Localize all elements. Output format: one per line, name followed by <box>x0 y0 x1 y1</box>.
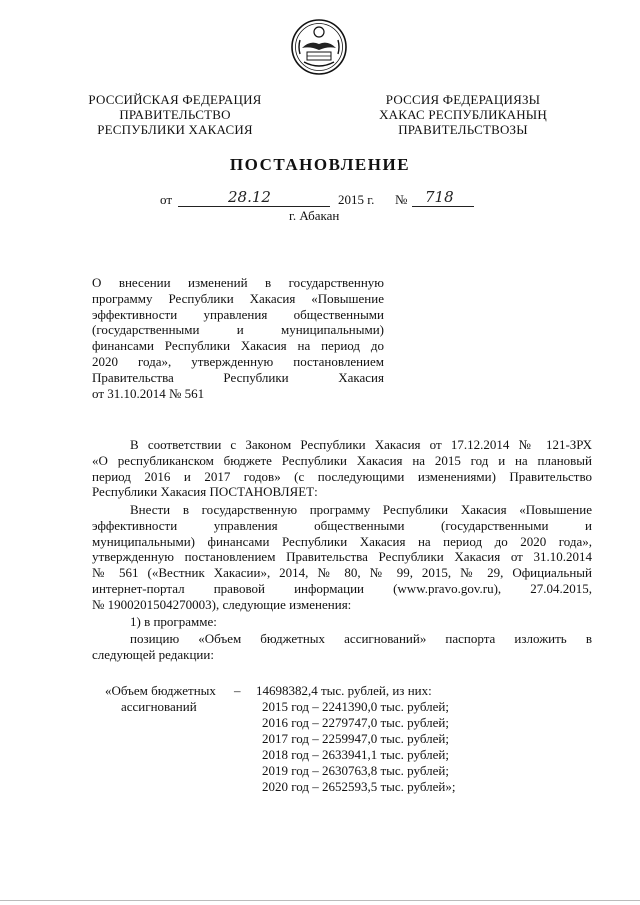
table-dash: – <box>234 683 241 698</box>
body-line: следующей редакции: <box>92 646 214 662</box>
body-line: позицию «Объем бюджетных ассигнований» паспорта изложить в <box>130 631 592 646</box>
subject-line: финансами Республики Хакасия на период до <box>92 338 384 354</box>
body-line: период 2016 и 2017 годов» (с последующими изменениями) Правительство <box>92 468 592 484</box>
body-line: интернет-портал правовой информации (www.pravo.gov.ru), 27.04.2015, <box>92 580 592 596</box>
item-position <box>92 631 592 663</box>
body-paragraph-1 <box>92 437 592 500</box>
date-year: 2015 г. <box>338 192 375 207</box>
header-right-line: РОССИЯ ФЕДЕРАЦИЯЗЫ <box>385 92 541 107</box>
subject-line: 2020 года», утвержденную постановлением <box>92 353 384 369</box>
body-paragraph-2 <box>92 502 592 613</box>
table-value-row: 14698382,4 тыс. рублей, из них: <box>256 683 432 698</box>
header-right-line: ХАКАС РЕСПУБЛИКАНЫҢ <box>379 107 547 122</box>
table-value-row: 2019 год – 2630763,8 тыс. рублей; <box>262 763 449 778</box>
subject-line: эффективности управления общественными <box>92 306 384 322</box>
body-line: утвержденную постановлением Правительства Республики Хакасия от 31.10.2014 <box>92 549 592 565</box>
city: г. Абакан <box>289 208 340 223</box>
handwritten-number: 718 <box>425 188 454 206</box>
table-label-line-2: ассигнований <box>121 699 197 714</box>
table-value-row: 2020 год – 2652593,5 тыс. рублей»; <box>262 779 456 794</box>
subject-line: О внесении изменений в государственную <box>92 275 384 290</box>
body-line: муниципальными) финансами Республики Хакасия на период до 2020 года», <box>92 533 592 549</box>
subject-line: программу Республики Хакасия «Повышение <box>92 290 384 306</box>
coat-of-arms-emblem <box>290 18 348 76</box>
table-value-row: 2017 год – 2259947,0 тыс. рублей; <box>262 731 449 746</box>
header-left-line: РЕСПУБЛИКИ ХАКАСИЯ <box>97 122 253 137</box>
subject-line: (государственными и муниципальными) <box>92 322 384 338</box>
document-title: ПОСТАНОВЛЕНИЕ <box>229 155 411 174</box>
body-line: эффективности управления общественными (государственными и <box>92 517 592 533</box>
body-line: Республики Хакасия ПОСТАНОВЛЯЕТ: <box>92 484 318 500</box>
table-label-line-1: «Объем бюджетных <box>105 683 216 698</box>
date-prefix: от <box>160 192 173 207</box>
number-sign: № <box>395 192 408 207</box>
body-line: № 1900201504270003), следующие изменения: <box>92 596 352 612</box>
header-right <box>368 92 558 137</box>
header-left-line: ПРАВИТЕЛЬСТВО <box>119 107 231 122</box>
subject-line: Правительства Республики Хакасия <box>92 369 384 385</box>
table-values <box>256 683 455 795</box>
header-left-line: РОССИЙСКАЯ ФЕДЕРАЦИЯ <box>88 92 262 107</box>
page-bottom-edge <box>0 900 640 901</box>
item-1: 1) в программе: <box>130 614 217 629</box>
body-line: № 561 («Вестник Хакасии», 2014, № 80, № 99, 2015, № 29, Официальный <box>92 565 592 581</box>
table-value-row: 2018 год – 2633941,1 тыс. рублей; <box>262 747 449 762</box>
header-left <box>80 92 270 137</box>
body-line: «О республиканском бюджете Республики Хакасия на 2015 год и на плановый <box>92 452 592 468</box>
body-line: В соответствии с Законом Республики Хакасия от 17.12.2014 № 121-ЗРХ <box>130 437 592 452</box>
table-value-row: 2015 год – 2241390,0 тыс. рублей; <box>262 699 449 714</box>
handwritten-date: 28.12 <box>228 188 271 206</box>
date-underline <box>178 206 330 207</box>
table-value-row: 2016 год – 2279747,0 тыс. рублей; <box>262 715 449 730</box>
subject-line: от 31.10.2014 № 561 <box>92 385 205 401</box>
header-right-line: ПРАВИТЕЛЬСТВОЗЫ <box>398 122 528 137</box>
body-line: Внести в государственную программу Республики Хакасия «Повышение <box>130 502 592 517</box>
number-underline <box>412 206 474 207</box>
subject-block <box>92 275 384 401</box>
